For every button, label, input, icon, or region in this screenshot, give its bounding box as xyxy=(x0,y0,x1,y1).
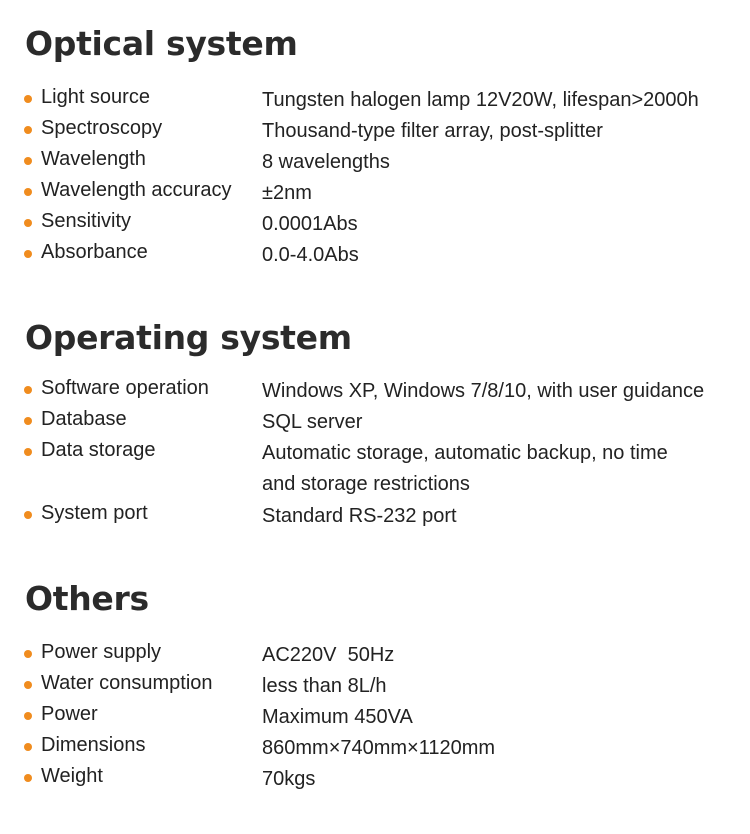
spec-label: Power supply xyxy=(41,641,162,663)
spec-label: Dimensions xyxy=(41,734,146,756)
bullet-icon xyxy=(24,712,32,720)
spec-value: ±2nm xyxy=(262,182,312,204)
spec-value: 0.0-4.0Abs xyxy=(262,244,359,266)
spec-value: 8 wavelengths xyxy=(262,151,390,173)
bullet-icon xyxy=(24,386,32,394)
spec-label: Absorbance xyxy=(41,241,148,263)
bullet-icon xyxy=(24,681,32,689)
bullet-icon xyxy=(24,650,32,658)
spec-label: Spectroscopy xyxy=(41,117,163,139)
spec-label: Wavelength xyxy=(41,148,146,170)
bullet-icon xyxy=(24,95,32,103)
section-title: Others xyxy=(25,579,149,618)
spec-label: System port xyxy=(41,502,148,524)
spec-value: AC220V 50Hz xyxy=(262,644,395,666)
bullet-icon xyxy=(24,250,32,258)
spec-value: 860mm×740mm×1120mm xyxy=(262,737,496,759)
spec-value: 70kgs xyxy=(262,768,316,790)
bullet-icon xyxy=(24,188,32,196)
bullet-icon xyxy=(24,219,32,227)
spec-label: Database xyxy=(41,408,127,430)
spec-label: Sensitivity xyxy=(41,210,132,232)
spec-value: Automatic storage, automatic backup, no time and storage restrictions xyxy=(262,442,668,495)
spec-label: Software operation xyxy=(41,377,209,399)
spec-value: 0.0001Abs xyxy=(262,213,358,235)
bullet-icon xyxy=(24,126,32,134)
spec-value: Maximum 450VA xyxy=(262,706,413,728)
spec-value: Tungsten halogen lamp 12V20W, lifespan>2000h xyxy=(262,89,699,111)
spec-value: Standard RS-232 port xyxy=(262,505,457,527)
spec-label: Weight xyxy=(41,765,103,787)
section-title: Optical system xyxy=(25,24,298,63)
bullet-icon xyxy=(24,157,32,165)
spec-value: SQL server xyxy=(262,411,363,433)
spec-value: less than 8L/h xyxy=(262,675,387,697)
spec-label: Light source xyxy=(41,86,150,108)
bullet-icon xyxy=(24,511,32,519)
bullet-icon xyxy=(24,774,32,782)
bullet-icon xyxy=(24,743,32,751)
bullet-icon xyxy=(24,417,32,425)
spec-label: Wavelength accuracy xyxy=(41,179,232,201)
section-title: Operating system xyxy=(25,318,352,357)
spec-value: Windows XP, Windows 7/8/10, with user guidance xyxy=(262,380,705,402)
bullet-icon xyxy=(24,448,32,456)
spec-label: Power xyxy=(41,703,98,725)
spec-value: Thousand-type filter array, post-splitter xyxy=(262,120,603,142)
spec-label: Water consumption xyxy=(41,672,213,694)
spec-label: Data storage xyxy=(41,439,156,461)
